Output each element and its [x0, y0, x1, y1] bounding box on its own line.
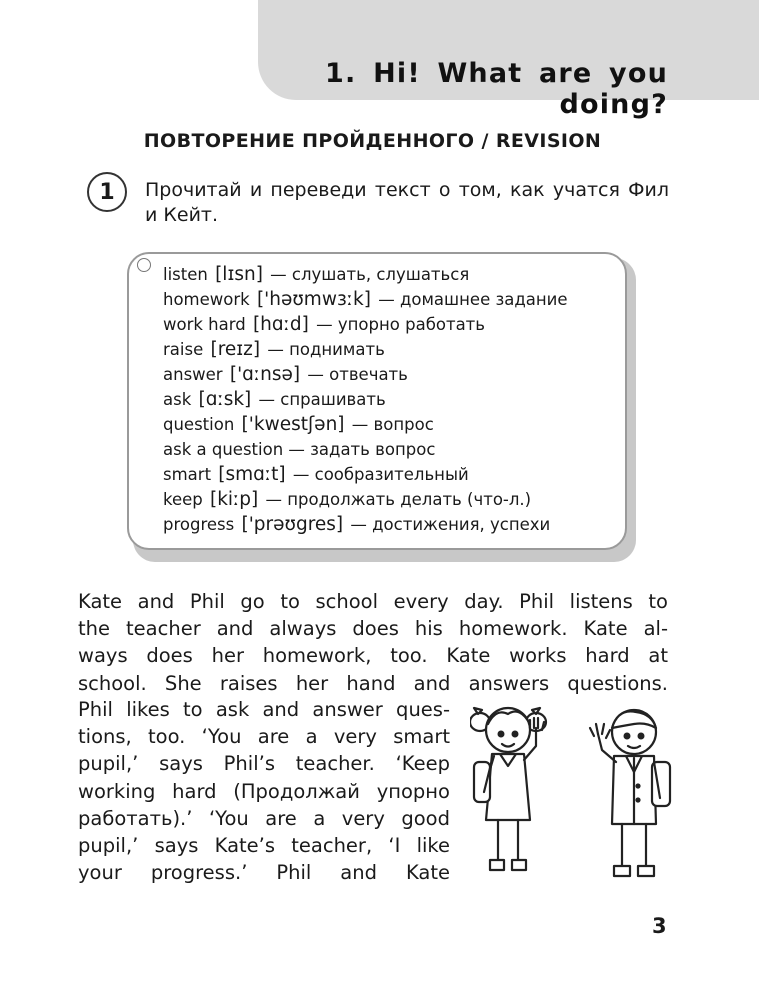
vocabulary-item — [163, 512, 568, 537]
vocabulary-transcription: [hɑːd] — [252, 314, 309, 335]
vocabulary-item — [163, 412, 568, 437]
chapter-title: 1. Hi! What are you doing? — [325, 58, 668, 120]
vocabulary-translation: спрашивать — [280, 390, 386, 409]
vocabulary-translation: вопрос — [373, 415, 434, 434]
vocabulary-translation: слушать, слушаться — [291, 265, 470, 284]
text-line: tions, too. ‘You are a very smart — [78, 725, 450, 749]
vocabulary-term: ask — [163, 390, 192, 409]
page-number: 3 — [652, 914, 667, 938]
text-line: pupil,’ says Kate’s teacher, ‘I like — [78, 834, 450, 858]
text-line: school. She raises her hand and answers questions. — [78, 671, 668, 695]
vocabulary-dash: — — [270, 265, 287, 284]
kids-waving-illustration — [470, 700, 680, 890]
vocabulary-dash: — — [288, 440, 305, 459]
vocabulary-translation: достижения, успехи — [372, 515, 551, 534]
vocabulary-term: answer — [163, 365, 223, 384]
vocabulary-transcription: [smɑːt] — [218, 464, 286, 485]
girl-figure — [470, 708, 546, 870]
vocabulary-dash: — — [316, 315, 333, 334]
vocabulary-dash: — — [378, 290, 395, 309]
text-line: your progress.’ Phil and Kate — [78, 861, 450, 885]
vocabulary-term: ask a question — [163, 440, 284, 459]
vocabulary-term: listen — [163, 265, 208, 284]
vocabulary-term: smart — [163, 465, 212, 484]
vocabulary-dash: — — [307, 365, 324, 384]
text-line: pupil,’ says Phil’s teacher. ‘Keep — [78, 752, 450, 776]
vocabulary-list — [163, 262, 568, 537]
vocabulary-item — [163, 337, 568, 362]
vocabulary-dash: — — [267, 340, 284, 359]
vocabulary-item — [163, 462, 568, 487]
vocabulary-term: keep — [163, 490, 203, 509]
reading-text-narrow — [78, 696, 450, 886]
exercise-number: 1 — [99, 179, 115, 205]
text-line: Kate and Phil go to school every day. Phil listens to — [78, 590, 668, 613]
text-line: working hard (Продолжай упорно — [78, 779, 450, 803]
vocabulary-dash: — — [292, 465, 310, 484]
vocabulary-term: progress — [163, 515, 235, 534]
text-line: ways does her homework, too. Kate works hard at — [78, 644, 668, 668]
vocabulary-transcription: [lɪsn] — [215, 264, 263, 285]
circle-bullet-icon — [137, 258, 151, 272]
vocabulary-item — [163, 487, 568, 512]
vocabulary-item — [163, 387, 568, 412]
vocabulary-dash: — — [350, 515, 367, 534]
text-line: работать).’ ‘You are a very good — [78, 806, 450, 830]
vocabulary-translation: отвечать — [329, 365, 408, 384]
vocabulary-translation: сообразительный — [314, 465, 469, 484]
exercise-instruction: Прочитай и переведи текст о том, как учатся Фил и Кейт. — [145, 179, 669, 226]
vocabulary-transcription: [kiːp] — [210, 489, 259, 510]
vocabulary-translation: поднимать — [289, 340, 385, 359]
vocabulary-term: question — [163, 415, 235, 434]
vocabulary-item — [163, 262, 568, 287]
vocabulary-transcription: ['həʊmwɜːk] — [256, 289, 371, 310]
vocabulary-term: work hard — [163, 315, 246, 334]
vocabulary-transcription: ['ɑːnsə] — [229, 364, 301, 385]
vocabulary-translation: задать вопрос — [310, 440, 436, 459]
vocabulary-translation: домашнее задание — [399, 290, 568, 309]
vocabulary-dash: — — [351, 415, 369, 434]
vocabulary-item — [163, 312, 568, 337]
vocabulary-item — [163, 437, 568, 462]
section-heading: ПОВТОРЕНИЕ ПРОЙДЕННОГО / REVISION — [143, 130, 602, 152]
vocabulary-item — [163, 287, 568, 312]
vocabulary-transcription: ['prəʊgres] — [241, 514, 344, 535]
vocabulary-item — [163, 362, 568, 387]
text-line: Phil likes to ask and answer ques- — [78, 698, 450, 721]
vocabulary-transcription: [ɑːsk] — [198, 389, 252, 410]
vocabulary-term: homework — [163, 290, 250, 309]
exercise-number-badge — [87, 172, 127, 212]
vocabulary-transcription: [reɪz] — [210, 339, 261, 360]
reading-text-full-width — [78, 588, 668, 697]
vocabulary-translation: упорно работать — [337, 315, 486, 334]
boy-figure — [590, 710, 670, 876]
vocabulary-translation: продолжать делать (что-л.) — [287, 490, 532, 509]
vocabulary-dash: — — [265, 490, 283, 509]
text-line: the teacher and always does his homework. Kate al- — [78, 617, 668, 641]
vocabulary-term: raise — [163, 340, 204, 359]
vocabulary-dash: — — [258, 390, 276, 409]
vocabulary-transcription: ['kwestʃən] — [241, 414, 345, 435]
